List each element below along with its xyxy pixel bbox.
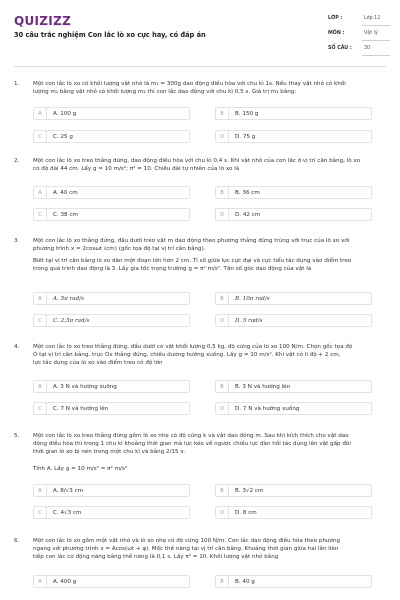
option-text: A. 3 N và hướng xuống	[53, 384, 117, 390]
meta-value: 30	[364, 46, 371, 51]
meta-value: Vật lý	[364, 31, 378, 36]
option-text: A. 400 g	[53, 579, 77, 585]
question-text: Một con lắc lò xo treo thẳng đứng gồm lò xo nhẹ có độ cứng k và vật dao động m. Sau khi kích thích cho vật dao	[33, 433, 349, 439]
option-a[interactable]	[33, 107, 190, 120]
option-c[interactable]	[33, 208, 190, 221]
option-text: B. 40 g	[235, 579, 255, 585]
option-a[interactable]	[33, 575, 190, 588]
option-letter: B	[216, 576, 229, 587]
option-letter: D	[216, 315, 229, 326]
option-text: B. 10π rad/s	[235, 296, 270, 302]
option-c[interactable]	[33, 402, 190, 415]
quizizz-logo: QUIZIZZ	[14, 14, 72, 28]
option-letter: D	[216, 131, 229, 142]
option-d[interactable]	[215, 402, 372, 415]
option-text: B. 36 cm	[235, 190, 260, 196]
option-letter: A	[34, 576, 47, 587]
header-divider	[14, 66, 386, 67]
option-a[interactable]	[33, 484, 190, 497]
option-c[interactable]	[33, 130, 190, 143]
question-text: Một con lắc lò xo thẳng đứng, đầu dưới treo vật m dao động theo phương thẳng đứng trùng với trục của lò xo với	[33, 238, 350, 244]
option-b[interactable]	[215, 186, 372, 199]
option-d[interactable]	[215, 130, 372, 143]
question-number: 6.	[14, 538, 20, 544]
header	[0, 0, 400, 64]
question-text: thời gian lò xo bị nén trong một chu kì và bằng 2/15 s.	[33, 449, 186, 455]
option-a[interactable]	[33, 380, 190, 393]
option-letter: A	[34, 485, 47, 496]
question-number: 2.	[14, 158, 20, 164]
option-text: A. 8/√3 cm	[53, 488, 84, 494]
option-letter: D	[216, 209, 229, 220]
option-letter: B	[216, 381, 229, 392]
option-text: A. 40 cm	[53, 190, 78, 196]
option-text: D. 5 rad/s	[235, 318, 263, 324]
option-text: D. 75 g	[235, 134, 256, 140]
question-number: 4.	[14, 344, 20, 350]
option-letter: B	[216, 485, 229, 496]
option-letter: A	[34, 293, 47, 304]
question-text: Một con lắc lò xo gồm một vật nhỏ và lò xo nhẹ có độ cứng 100 N/m. Con lắc dao động điều hòa theo phương	[33, 538, 341, 544]
question-text: Một con lắc lò xo treo thẳng đứng, đầu dưới có vật khối lượng 0,5 kg, độ cứng của lò xo 100 N/m. Chọn gốc tọa độ	[33, 344, 353, 350]
option-letter: C	[34, 403, 47, 414]
question-text: Tính A. Lấy g = 10 m/s² = π² m/s²	[33, 466, 128, 472]
option-letter: B	[216, 108, 229, 119]
question-text: động điều hòa thì trong 1 chu kì khoảng thời gian mà lực kéo về ngược chiều lực đàn hồi tác dụng lên vật gấp đôi	[33, 441, 351, 447]
option-text: C. 2,5π rad/s	[53, 318, 90, 324]
option-d[interactable]	[215, 506, 372, 519]
option-letter: B	[216, 293, 229, 304]
question-text: có độ dài 44 cm. Lấy g = 10 m/s²; π² = 10. Chiều dài tự nhiên của lò xo là	[33, 166, 240, 172]
option-text: A. 5π rad/s	[53, 296, 84, 302]
option-letter: D	[216, 507, 229, 518]
option-b[interactable]	[215, 575, 372, 588]
option-letter: A	[34, 108, 47, 119]
option-a[interactable]	[33, 292, 190, 305]
option-text: D. 7 N và hướng xuống	[235, 406, 300, 412]
option-text: D. 42 cm	[235, 212, 261, 218]
option-letter: C	[34, 209, 47, 220]
option-letter: C	[34, 315, 47, 326]
option-text: A. 100 g	[53, 111, 77, 117]
page-title: 30 câu trắc nghiệm Con lắc lò xo cực hay, có đáp án	[14, 31, 206, 39]
option-letter: C	[34, 507, 47, 518]
question-number: 1.	[14, 81, 20, 87]
question-text: Một con lắc lò xo có khối lượng vật nhỏ là m₁ = 300g dao động điều hòa với chu kì 1s. Nếu thay vật nhỏ có khối	[33, 81, 346, 87]
option-d[interactable]	[215, 314, 372, 327]
option-letter: B	[216, 187, 229, 198]
option-d[interactable]	[215, 208, 372, 221]
question-number: 5.	[14, 433, 20, 439]
question-text: phương trình x = 2cosωt (cm) (gốc tọa độ tại vị trí cân bằng).	[33, 246, 206, 252]
meta-label: MÔN :	[328, 31, 345, 36]
option-letter: D	[216, 403, 229, 414]
question-text: ngang với phương trình x = Acos(ωt + φ). Mốc thế năng tại vị trí cân bằng. Khoảng thời gian giữa hai lần liên	[33, 546, 339, 552]
option-text: D. 8 cm	[235, 510, 257, 516]
option-a[interactable]	[33, 186, 190, 199]
question-text: trong quá trình dao động là 3. Lấy gia tốc trọng trường g = π² m/s². Tần số góc dao động của vật là	[33, 266, 312, 272]
option-letter: A	[34, 187, 47, 198]
option-text: B. 3 N và hướng lên	[235, 384, 291, 390]
option-b[interactable]	[215, 292, 372, 305]
option-c[interactable]	[33, 314, 190, 327]
option-b[interactable]	[215, 380, 372, 393]
meta-value: Lớp 12	[364, 16, 381, 21]
option-c[interactable]	[33, 506, 190, 519]
option-b[interactable]	[215, 484, 372, 497]
meta-label: LỚP :	[328, 16, 343, 21]
question-text: O tại vị trí cân bằng, trục Ox thẳng đứng, chiều dương hướng xuống. Lấy g = 10 m/s². Khi vật có li độ + 2 cm,	[33, 352, 341, 358]
question-text: lực tác dụng của lò xo vào điểm treo có độ lớn	[33, 360, 163, 366]
question-text: Một con lắc lò xo treo thẳng đứng, dao động điều hòa với chu kì 0,4 s. Khi vật nhỏ của con lắc ở vị trí cân bằng, lò xo	[33, 158, 361, 164]
meta-label: SỐ CÂU :	[328, 46, 352, 51]
option-text: C. 7 N và hướng lên	[53, 406, 109, 412]
option-text: C. 4√3 cm	[53, 510, 82, 516]
option-letter: C	[34, 131, 47, 142]
option-text: C. 38 cm	[53, 212, 78, 218]
option-text: C. 25 g	[53, 134, 73, 140]
question-number: 3.	[14, 238, 20, 244]
option-b[interactable]	[215, 107, 372, 120]
option-text: B. 150 g	[235, 111, 259, 117]
question-text: lượng m₁ bằng vật nhỏ có khối lượng m₂ thì con lắc dao động với chu kì 0,5 s. Giá trị m₂ bằng:	[33, 89, 297, 95]
question-text: tiếp con lắc có động năng bằng thế năng là 0,1 s. Lấy π² = 10. Khối lượng vật nhỏ bằng	[33, 554, 279, 560]
option-text: B. 3√2 cm	[235, 488, 264, 494]
option-letter: A	[34, 381, 47, 392]
question-text: Biết tại vị trí cân bằng lò xo dãn một đoạn lớn hơn 2 cm. Tỉ số giữa lực cực đại và cực tiểu tác dụng vào điểm treo	[33, 258, 352, 264]
